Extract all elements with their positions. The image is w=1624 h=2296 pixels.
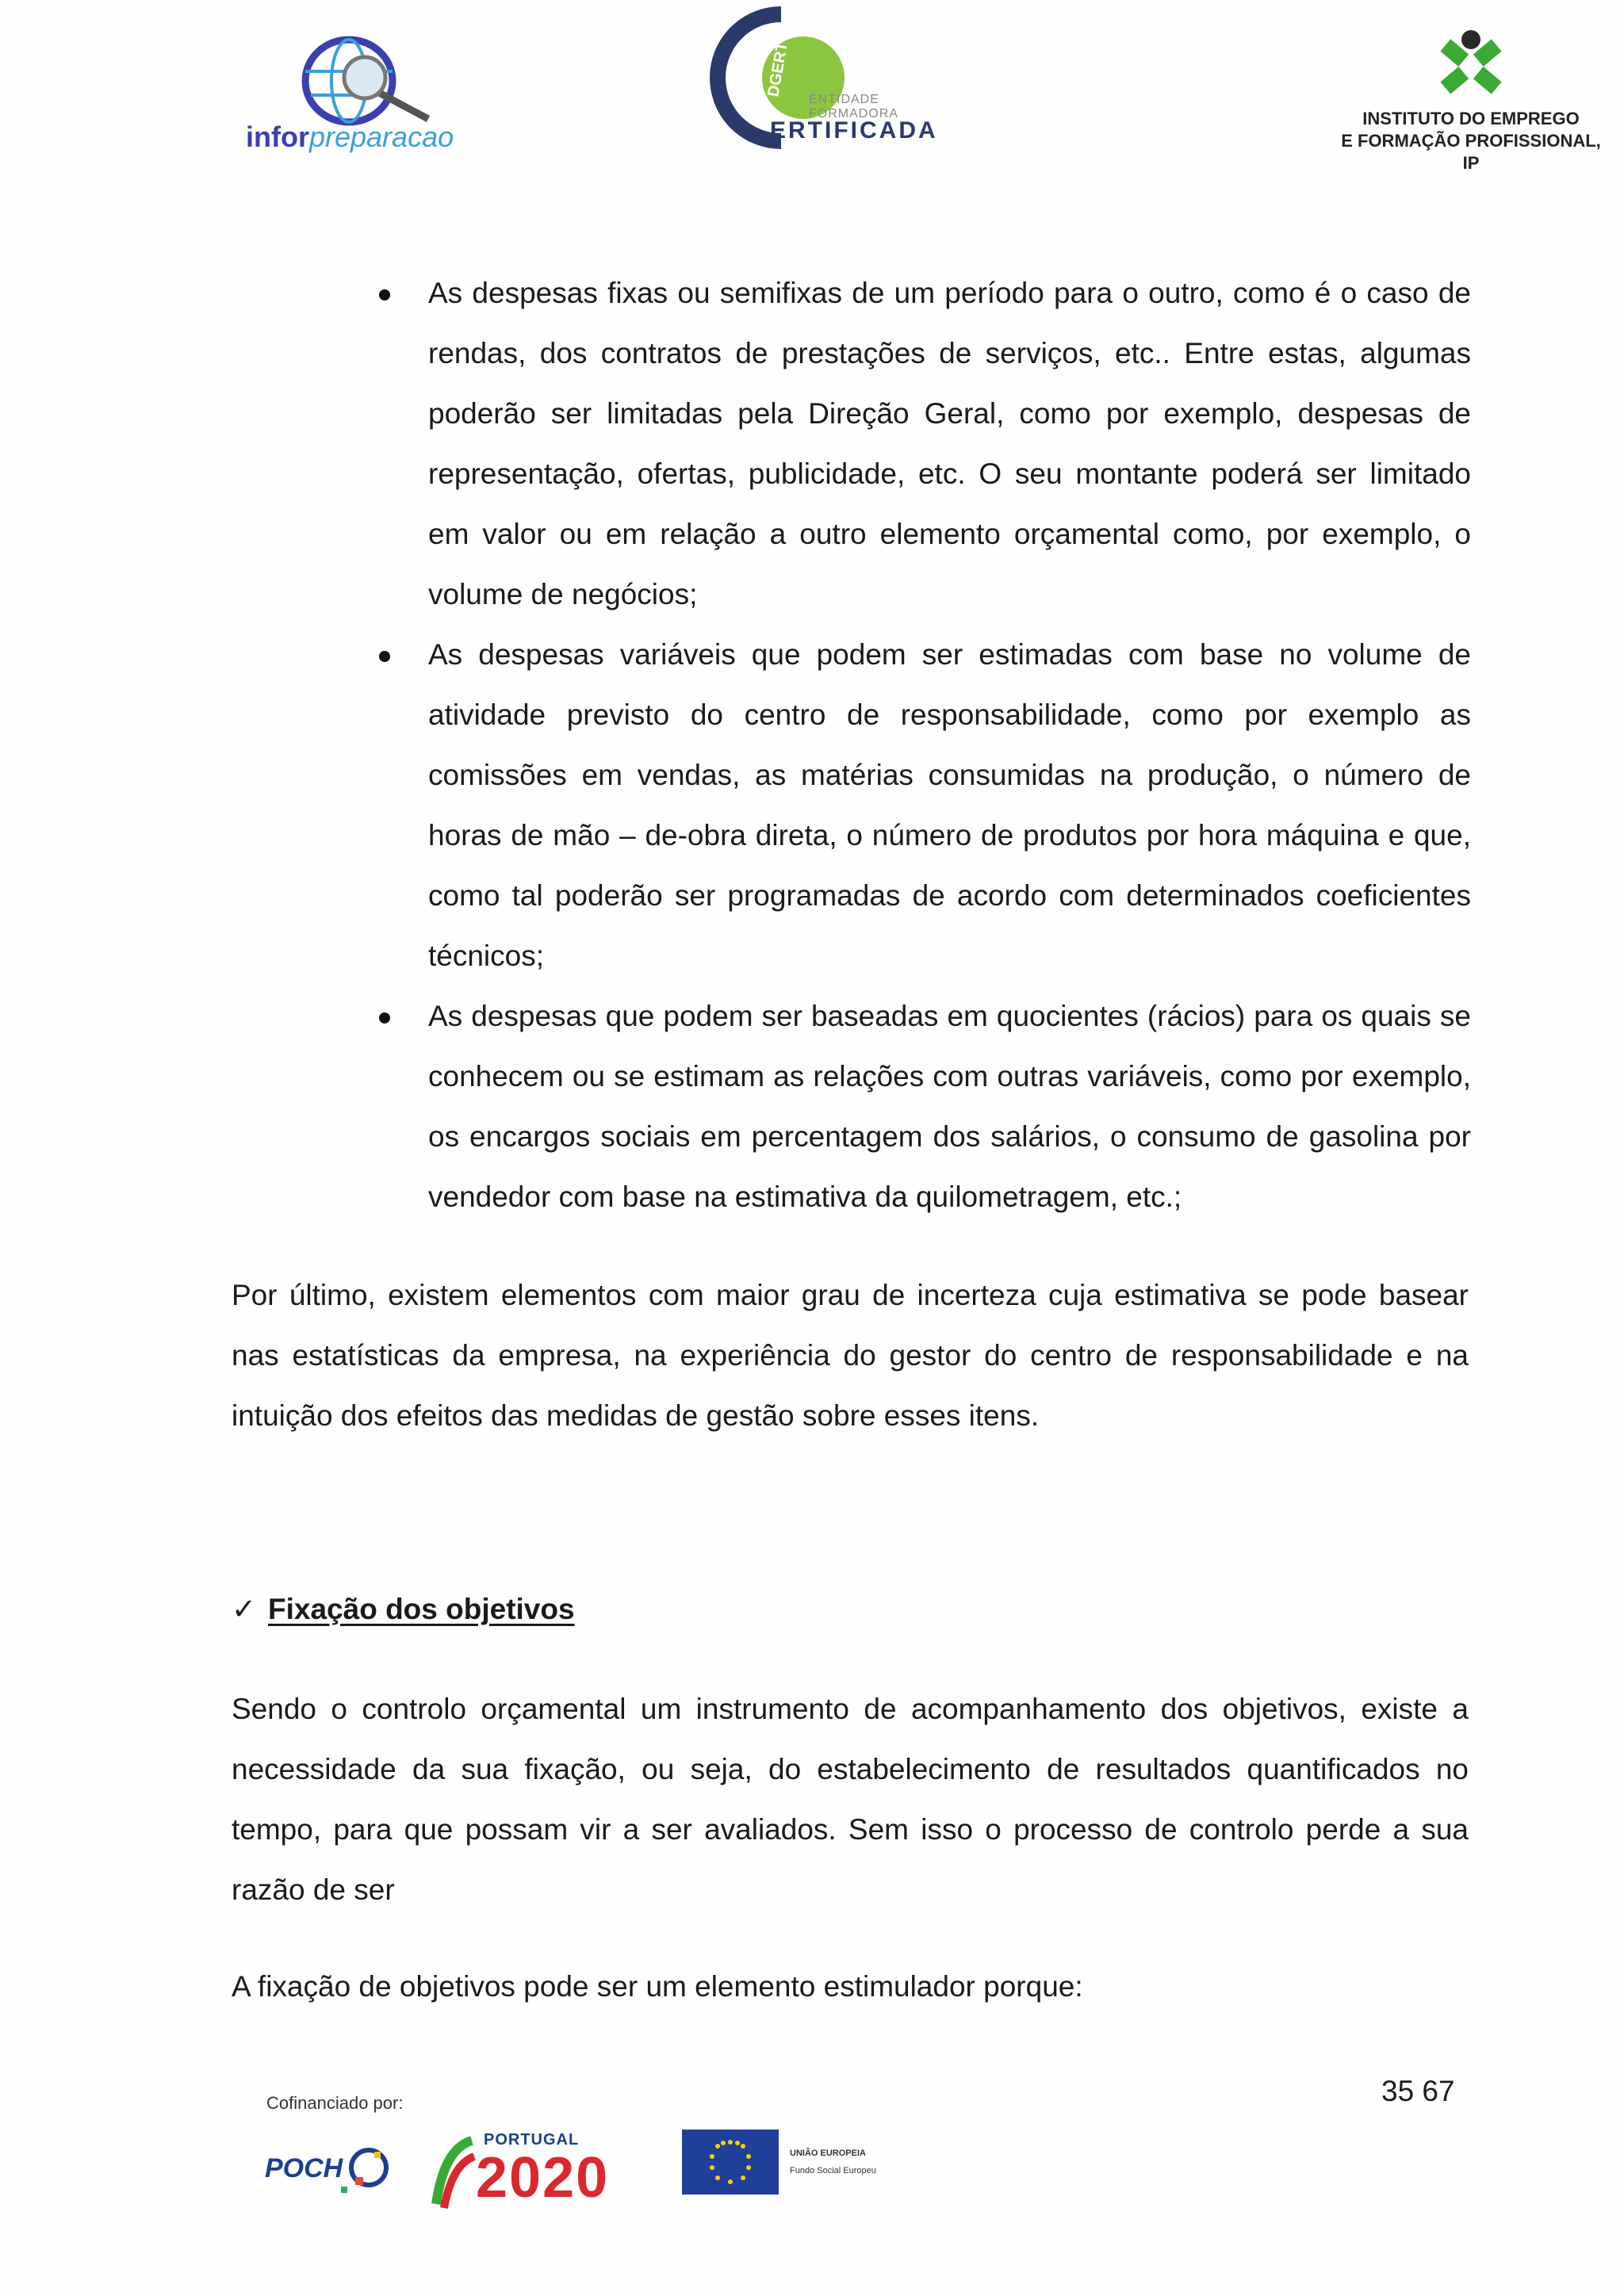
section-heading [232, 1579, 575, 1640]
bullet-text: As despesas variáveis que podem ser estimadas com base no volume de atividade previsto do centro de responsabilidade, como por exemplo as comissões em vendas, as matérias consumidas na produção, o número de horas de mão – de-obra direta, o número de produtos por hora máquina e que, como tal poderão ser programadas de acordo com determinados coeficientes técnicos; [428, 638, 1471, 972]
dgert-line2: FORMADORA [809, 107, 898, 121]
portugal-label: PORTUGAL [484, 2131, 580, 2149]
page-number: 35 67 [1381, 2075, 1455, 2107]
iefp-emblem-icon [1340, 29, 1602, 100]
cofinanced-label: Cofinanciado por: [266, 2093, 404, 2113]
eu-line1: UNIÃO EUROPEIA [790, 2149, 866, 2158]
iefp-logo [1340, 29, 1602, 173]
list-item [377, 986, 1471, 1227]
paragraph-uncertainty: Por último, existem elementos com maior grau de incerteza cuja estimativa se pode basear nas estatísticas da empresa, na experiência do gestor do centro de responsabilidade e na intuição dos efeitos das medidas de gestão sobre esses itens. [232, 1279, 1469, 1432]
expense-bullet-list [377, 263, 1471, 1227]
dgert-cert-text: ERTIFICADA [770, 117, 938, 144]
infor-logo-text-a: infor [246, 121, 309, 153]
eu-flag-icon [682, 2130, 779, 2195]
bullet-text: As despesas que podem ser baseadas em quocientes (rácios) para os quais se conhecem ou se estimam as relações com outras variáveis, como por exemplo, os encargos sociais em percentagem dos salários, o consumo de gasolina por vendedor com base na estimativa da quilometragem, etc.; [428, 1000, 1471, 1213]
dgert-emblem-text: DGERT [764, 40, 792, 98]
section-heading-label: Fixação dos objetivos [268, 1593, 575, 1625]
check-icon: ✓ [232, 1593, 257, 1625]
dgert-logo [710, 6, 938, 149]
portugal-flag-icon [428, 2133, 476, 2220]
iefp-line1: INSTITUTO DO EMPREGO [1362, 109, 1580, 128]
inforpreparacao-logo [238, 32, 468, 159]
eu-logo [682, 2130, 920, 2201]
poch-text: POCH [265, 2153, 343, 2183]
list-item [377, 625, 1471, 986]
poch-emblem-icon [262, 2130, 396, 2217]
dgert-line1: ENTIDADE [809, 93, 879, 106]
iefp-line2: E FORMAÇÃO PROFISSIONAL, IP [1341, 131, 1601, 173]
paragraph-stimulator: A fixação de objetivos pode ser um elemento estimulador porque: [232, 1970, 1083, 2003]
globe-icon [238, 32, 468, 127]
bullet-icon [379, 1012, 390, 1024]
paragraph-objectives: Sendo o controlo orçamental um instrumento de acompanhamento dos objetivos, existe a necessidade da sua fixação, ou seja, do estabelecimento de resultados quantificados no tempo, para que possam vir a ser avaliados. Sem isso o processo de controlo perde a sua razão de ser [232, 1693, 1469, 1906]
bullet-icon [379, 289, 390, 300]
p2020-number: 2020 [476, 2146, 610, 2210]
bullet-text: As despesas fixas ou semifixas de um período para o outro, como é o caso de rendas, dos contratos de prestações de serviços, etc.. Entre estas, algumas poderão ser limitadas pela Direção Geral, como por exemplo, despesas de representação, ofertas, publicidade, etc. O seu montante poderá ser limitado em valor ou em relação a outro elemento orçamental como, por exemplo, o volume de negócios; [428, 277, 1471, 610]
list-item [377, 263, 1471, 625]
infor-logo-text-b: preparacao [308, 121, 454, 153]
portugal2020-logo [428, 2125, 650, 2220]
bullet-icon [379, 651, 390, 662]
eu-line2: Fundo Social Europeu [790, 2166, 876, 2175]
poch-logo [262, 2130, 396, 2217]
